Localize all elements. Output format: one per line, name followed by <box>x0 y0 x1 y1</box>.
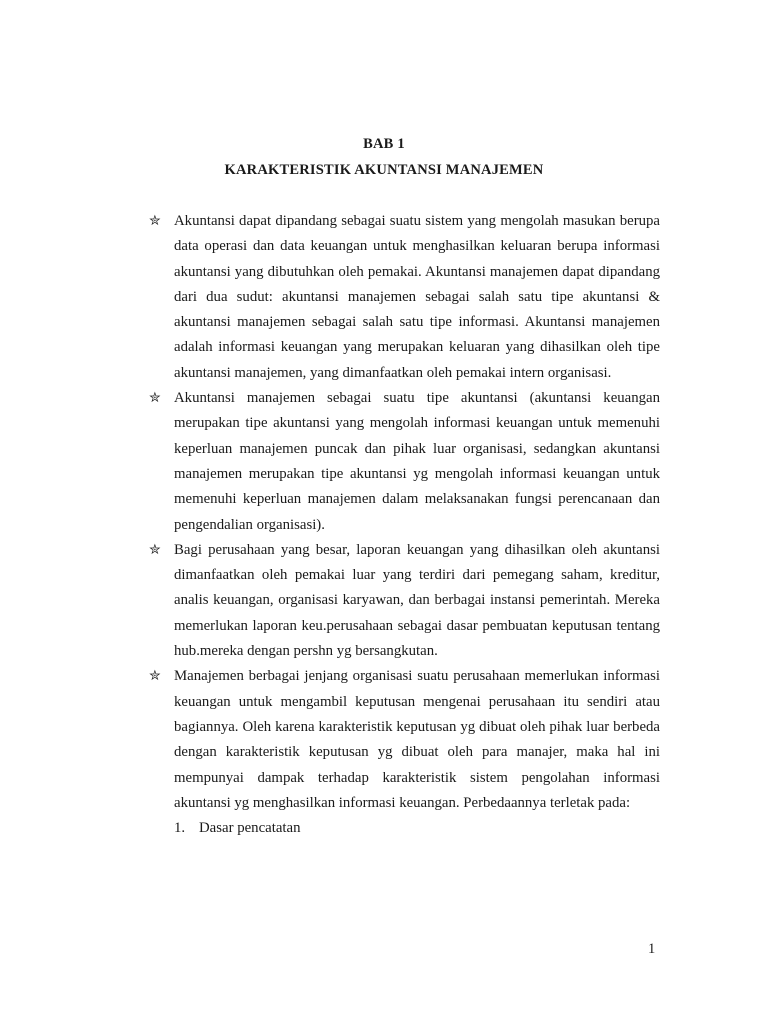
star-icon: ✮ <box>149 214 161 229</box>
numbered-item-number: 1. <box>174 820 186 837</box>
list-item-text: Manajemen berbagai jenjang organisasi suatu perusahaan memerlukan informasi keuangan untuk mengambil keputusan mengenai perusahaan itu sendiri atau bagiannya. Oleh karena karakteristik keputusan yg dibuat oleh pihak luar berbeda dengan karakteristik keputusan yg dibuat oleh para manajer, maka hal ini mempunyai dampak terhadap karakteristik sistem pengolahan informasi akuntansi yg menghasilkan informasi keuangan. Perbedaannya terletak pada: <box>174 668 660 811</box>
bullet-list <box>146 209 660 841</box>
star-icon: ✮ <box>149 669 161 685</box>
chapter-title: KARAKTERISTIK AKUNTANSI MANAJEMEN <box>224 162 544 178</box>
page-number: 1 <box>648 941 656 957</box>
list-item-text: Akuntansi manajemen sebagai suatu tipe akuntansi (akuntansi keuangan merupakan tipe akuntansi yang mengolah informasi keuangan untuk memenuhi keperluan manajemen puncak dan pihak luar organisasi, sedangkan akuntansi manajemen merupakan tipe akuntansi yg mengolah informasi keuangan untuk memenuhi keperluan manajemen dalam melaksanakan fungsi perencanaan dan pengendalian organisasi). <box>174 390 660 533</box>
list-item <box>146 386 660 538</box>
list-item <box>146 538 660 664</box>
numbered-item <box>146 816 660 841</box>
list-item <box>146 664 660 816</box>
list-item <box>146 209 660 386</box>
chapter-heading: BAB 1 <box>363 136 405 152</box>
list-item-text: Bagi perusahaan yang besar, laporan keuangan yang dihasilkan oleh akuntansi dimanfaatkan oleh pemakai luar yang terdiri dari pemegang saham, kreditur, analis keuangan, organisasi karyawan, dan berbagai instansi pemerintah. Mereka memerlukan laporan keu.perusahaan sebagai dasar pembuatan keputusan tentang hub.mereka dengan pershn yg bersangkutan. <box>174 541 660 660</box>
star-icon: ✮ <box>149 391 161 407</box>
numbered-item-text: Dasar pencatatan <box>199 820 301 837</box>
star-icon: ✮ <box>149 542 161 558</box>
list-item-text: Akuntansi dapat dipandang sebagai suatu sistem yang mengolah masukan berupa data operasi dan data keuangan untuk menghasilkan keluaran berupa informasi akuntansi yang dibutuhkan oleh pemakai. Akuntansi manajemen dapat dipandang dari dua sudut: akuntansi manajemen sebagai salah satu tipe akuntansi & akuntansi manajemen sebagai salah satu tipe informasi. Akuntansi manajemen adalah informasi keuangan yang merupakan keluaran yang dihasilkan oleh tipe akuntansi manajemen, yang dimanfaatkan oleh pemakai intern organisasi. <box>174 213 660 381</box>
